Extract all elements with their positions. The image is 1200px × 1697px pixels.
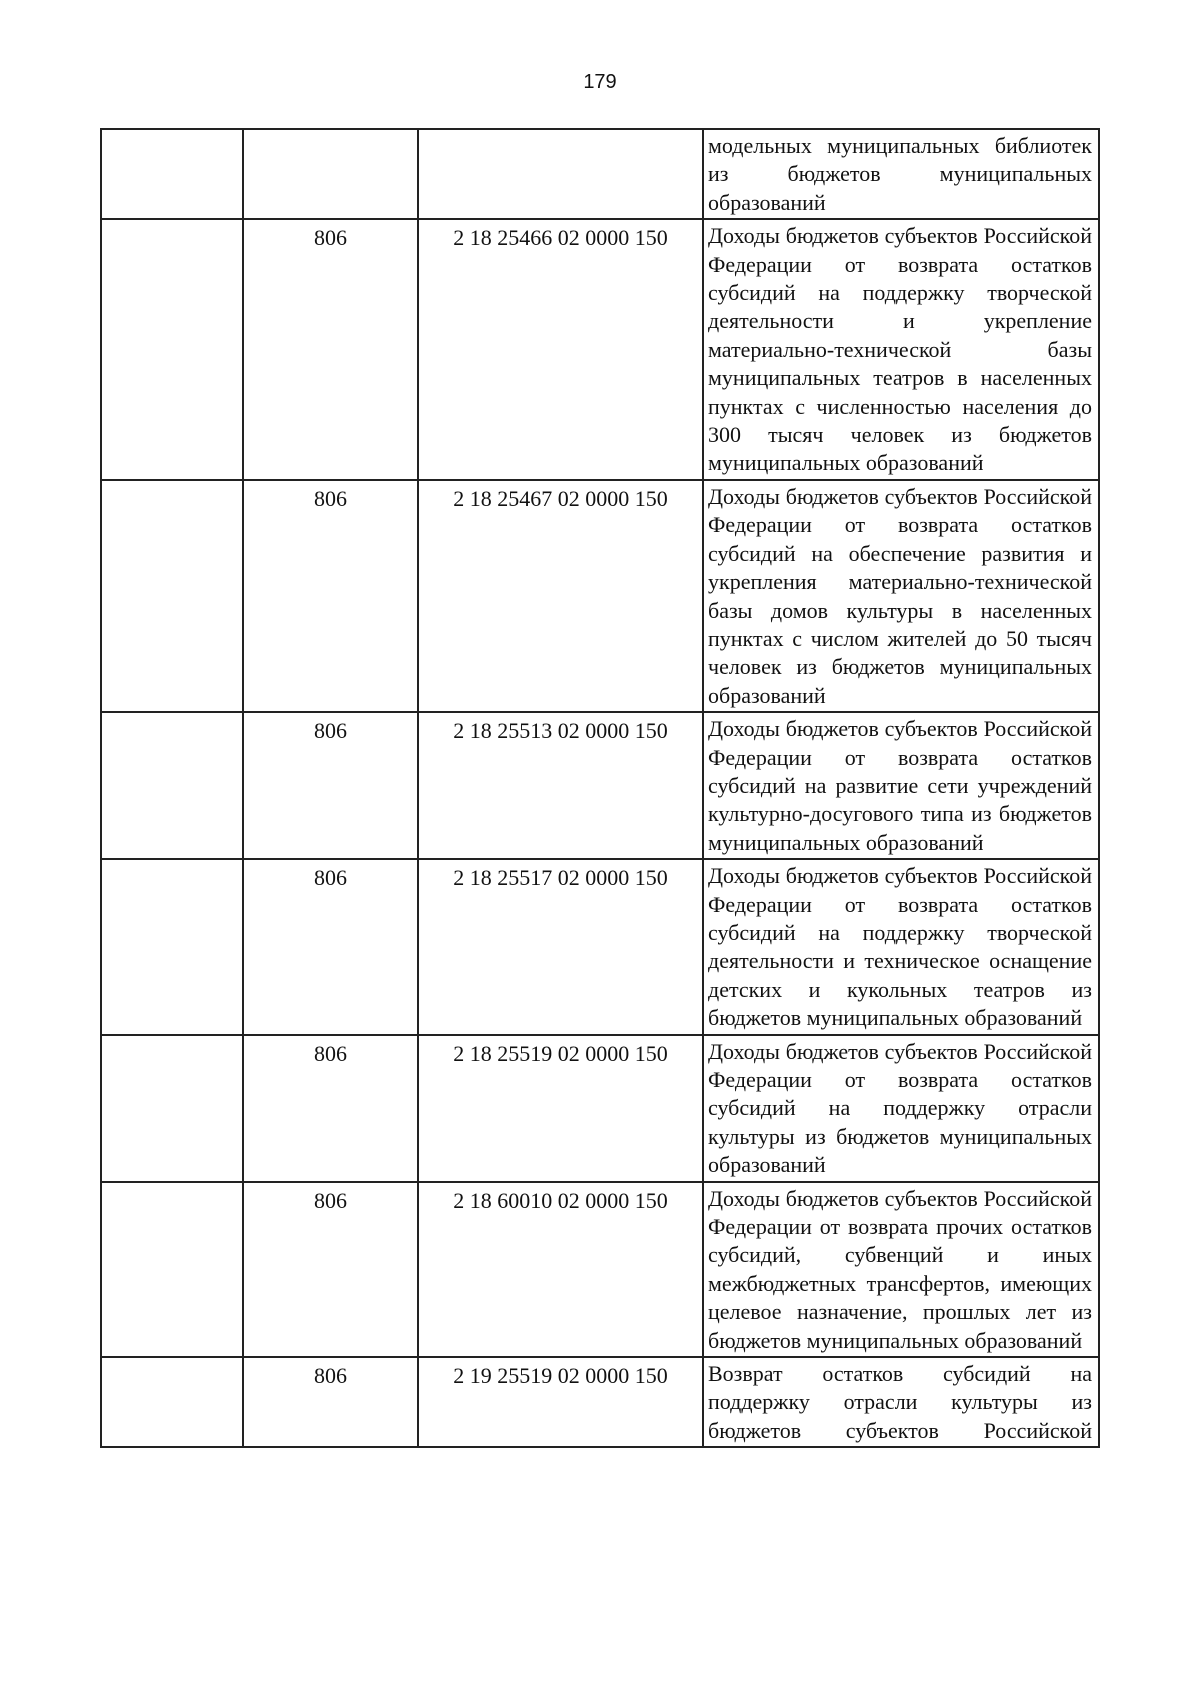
budget-code-cell	[418, 129, 703, 219]
blank-cell	[101, 480, 243, 712]
table-row	[101, 1182, 1099, 1357]
budget-code-cell: 2 18 25513 02 0000 150	[418, 712, 703, 859]
description-cell: модельных муниципальных библиотек из бюджетов муниципальных образований	[703, 129, 1099, 219]
blank-cell	[101, 129, 243, 219]
blank-cell	[101, 1182, 243, 1357]
budget-code-cell: 2 18 25519 02 0000 150	[418, 1035, 703, 1182]
budget-codes-table	[100, 128, 1100, 1448]
blank-cell	[101, 1035, 243, 1182]
description-cell: Доходы бюджетов субъектов Российской Федерации от возврата остатков субсидий на поддержку отрасли культуры из бюджетов муниципальных образований	[703, 1035, 1099, 1182]
description-cell: Доходы бюджетов субъектов Российской Федерации от возврата остатков субсидий на поддержку творческой деятельности и техническое оснащение детских и кукольных театров из бюджетов муниципальных образований	[703, 859, 1099, 1034]
table-row	[101, 859, 1099, 1034]
table-row	[101, 480, 1099, 712]
description-cell: Доходы бюджетов субъектов Российской Федерации от возврата остатков субсидий на поддержку творческой деятельности и укрепление материально-технической базы муниципальных театров в населенных пунктах с численностью населения до 300 тысяч человек из бюджетов муниципальных образований	[703, 219, 1099, 480]
blank-cell	[101, 859, 243, 1034]
admin-code-cell: 806	[243, 1182, 418, 1357]
table-row	[101, 129, 1099, 219]
description-cell: Возврат остатков субсидий на поддержку отрасли культуры из бюджетов субъектов Российской	[703, 1357, 1099, 1447]
table-row	[101, 712, 1099, 859]
table-row	[101, 1035, 1099, 1182]
admin-code-cell	[243, 129, 418, 219]
blank-cell	[101, 712, 243, 859]
blank-cell	[101, 1357, 243, 1447]
description-cell: Доходы бюджетов субъектов Российской Федерации от возврата прочих остатков субсидий, субвенций и иных межбюджетных трансфертов, имеющих целевое назначение, прошлых лет из бюджетов муниципальных образований	[703, 1182, 1099, 1357]
admin-code-cell: 806	[243, 219, 418, 480]
admin-code-cell: 806	[243, 712, 418, 859]
table-row	[101, 1357, 1099, 1447]
admin-code-cell: 806	[243, 1357, 418, 1447]
description-cell: Доходы бюджетов субъектов Российской Федерации от возврата остатков субсидий на развитие сети учреждений культурно-досугового типа из бюджетов муниципальных образований	[703, 712, 1099, 859]
page-number: 179	[583, 71, 617, 93]
budget-code-cell: 2 19 25519 02 0000 150	[418, 1357, 703, 1447]
budget-code-cell: 2 18 25466 02 0000 150	[418, 219, 703, 480]
description-cell: Доходы бюджетов субъектов Российской Федерации от возврата остатков субсидий на обеспечение развития и укрепления материально-технической базы домов культуры в населенных пунктах с числом жителей до 50 тысяч человек из бюджетов муниципальных образований	[703, 480, 1099, 712]
budget-code-cell: 2 18 25467 02 0000 150	[418, 480, 703, 712]
blank-cell	[101, 219, 243, 480]
table-row	[101, 219, 1099, 480]
budget-code-cell: 2 18 60010 02 0000 150	[418, 1182, 703, 1357]
admin-code-cell: 806	[243, 859, 418, 1034]
admin-code-cell: 806	[243, 480, 418, 712]
admin-code-cell: 806	[243, 1035, 418, 1182]
budget-code-cell: 2 18 25517 02 0000 150	[418, 859, 703, 1034]
